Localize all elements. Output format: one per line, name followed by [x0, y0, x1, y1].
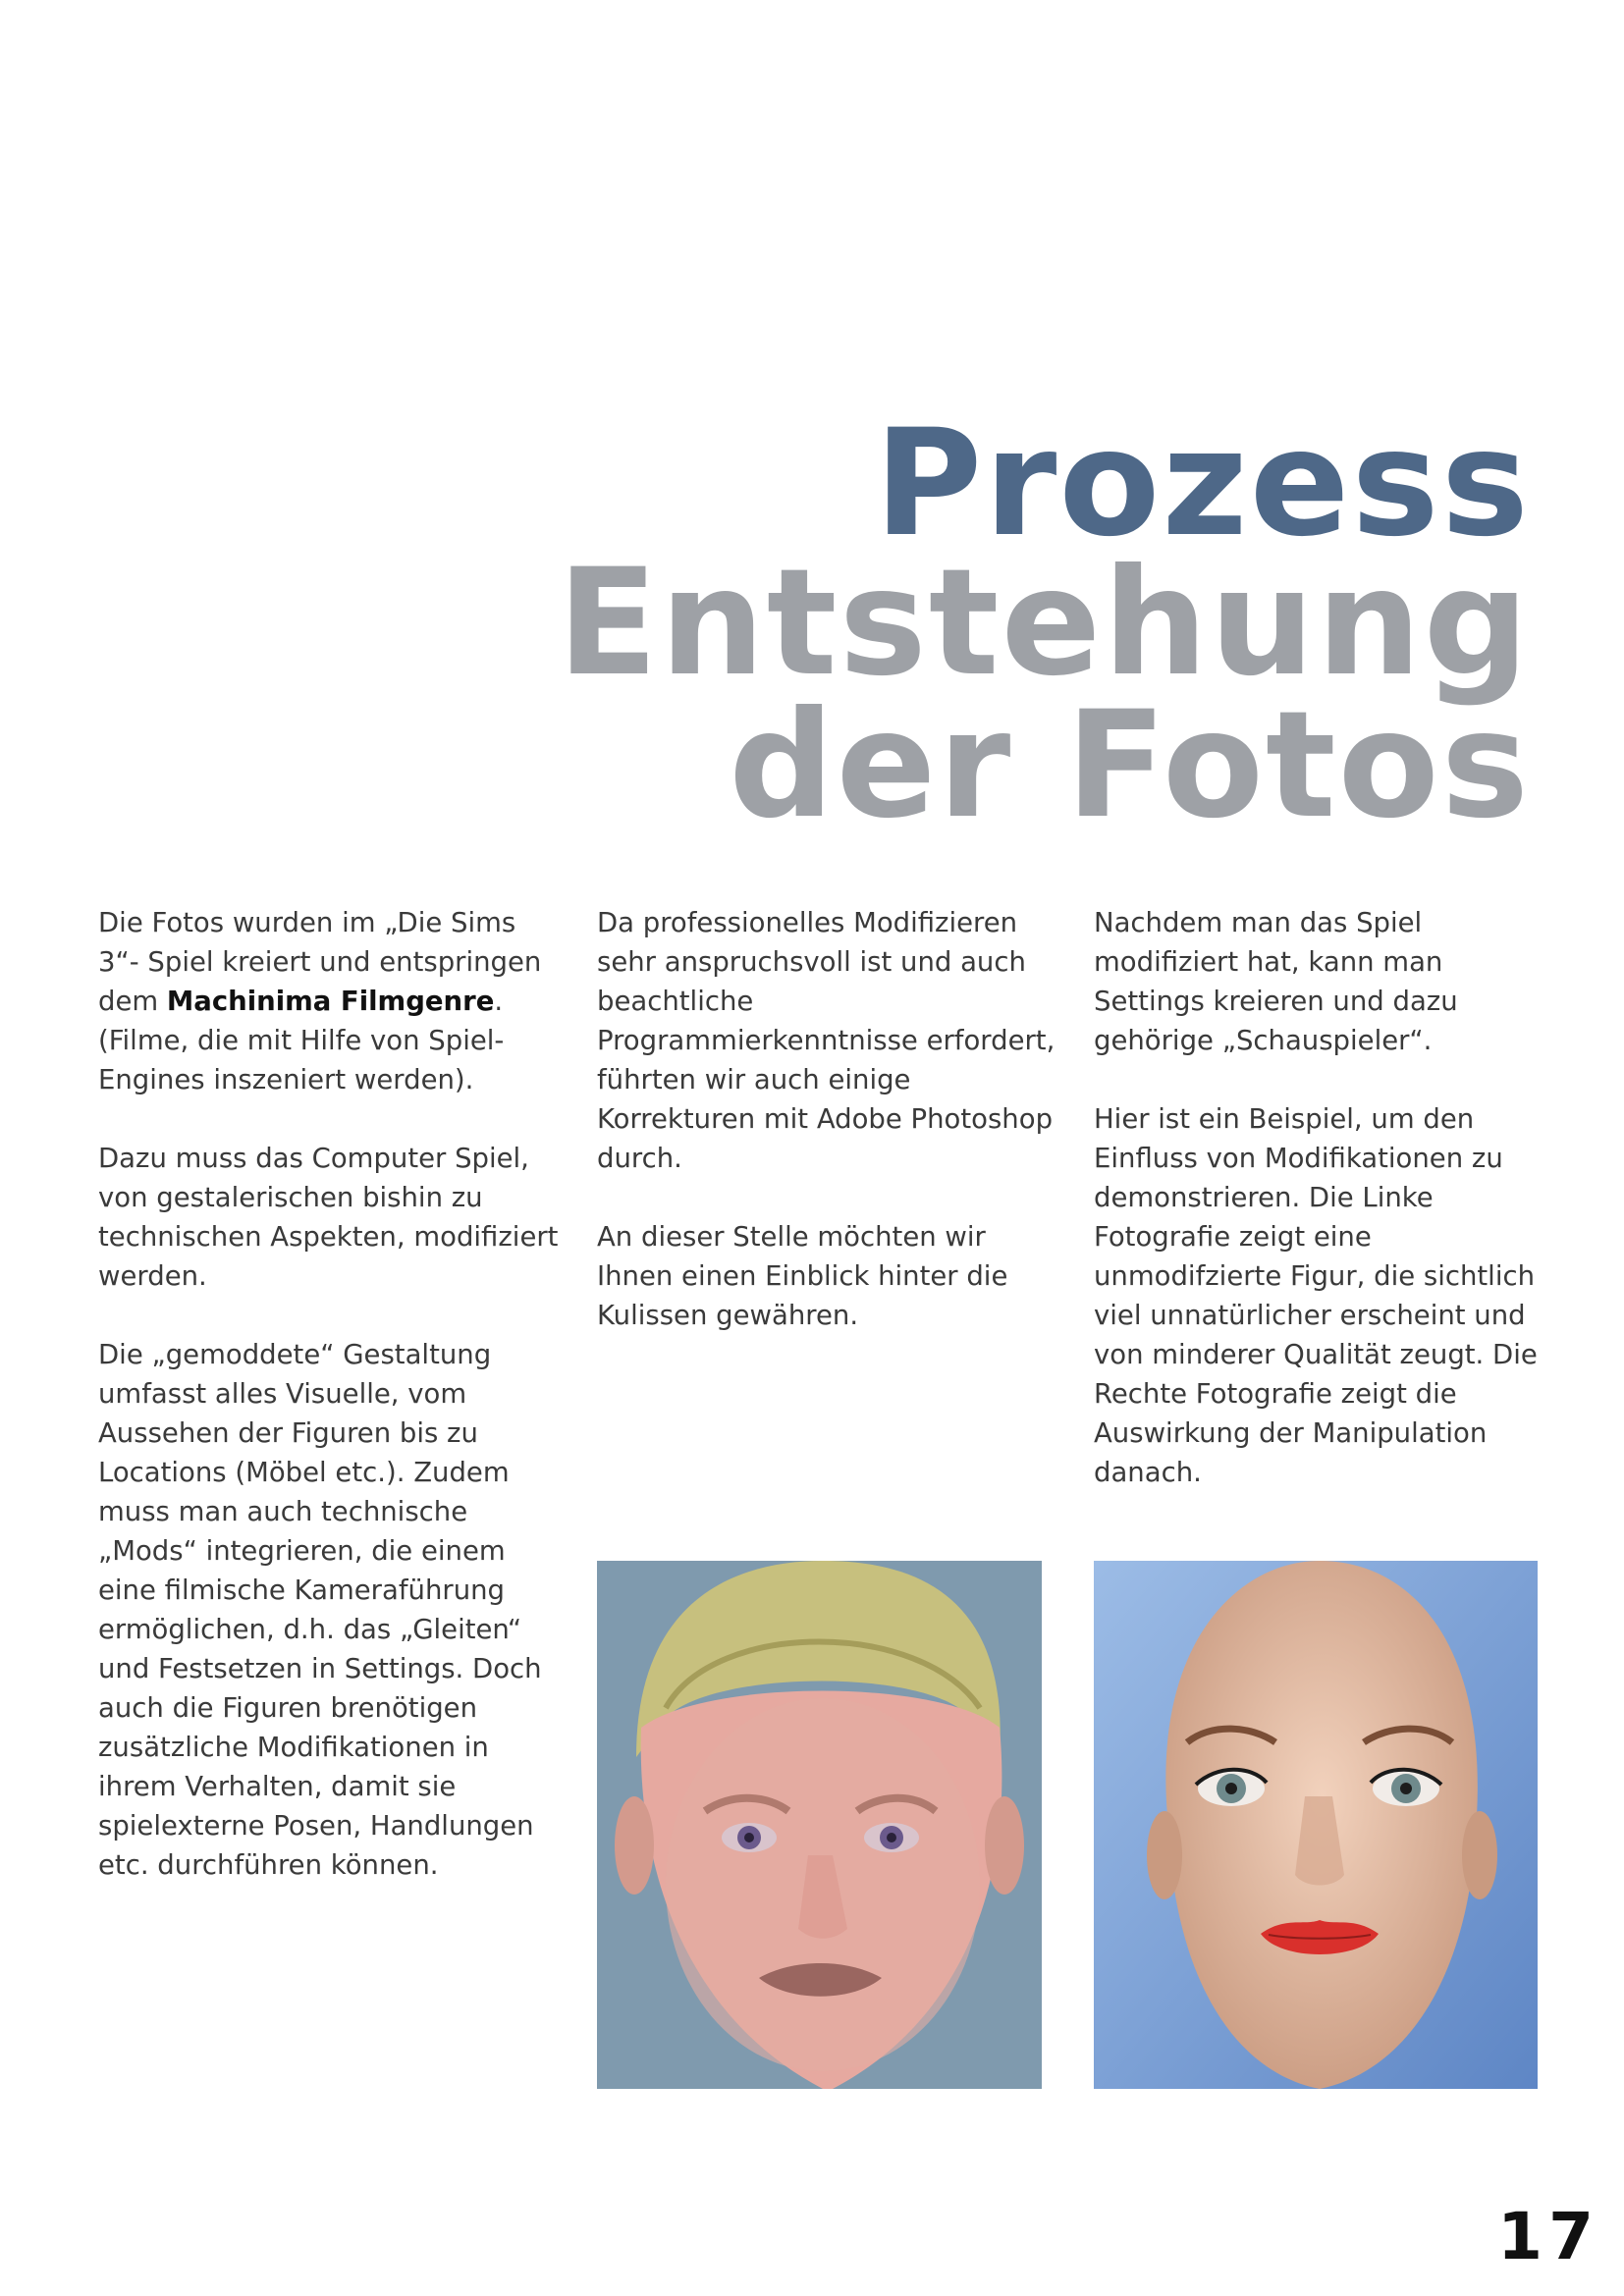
photo-unmodified-figure: [597, 1561, 1042, 2089]
title-line-entstehung: Entstehung: [557, 538, 1531, 709]
paragraph: Dazu muss das Computer Spiel, von gestalerischen bishin zu technischen Aspekten, modifiziert werden.: [98, 1143, 559, 1292]
title-line-der-fotos: der Fotos: [729, 680, 1531, 851]
page-number: 17: [1497, 2199, 1599, 2274]
paragraph: [98, 903, 560, 1099]
bold-term: Machinima Filmgenre: [166, 986, 495, 1017]
paragraph-text: . (Filme, die mit Hilfe von Spiel-Engines inszeniert werden).: [98, 986, 505, 1095]
photo-modified-figure: [1094, 1561, 1538, 2089]
text-column-2: [597, 903, 1058, 1374]
paragraph: Nachdem man das Spiel modifiziert hat, kann man Settings kreieren und dazu gehörige „Schauspieler“.: [1094, 907, 1458, 1056]
title-line-prozess: Prozess: [874, 399, 1531, 569]
face-illustration-modified: [1094, 1561, 1538, 2089]
paragraph-text: Die Fotos wurden im „Die Sims 3“- Spiel kreiert und entspringen dem: [98, 907, 542, 1017]
paragraph: Die „gemoddete“ Gestaltung umfasst alles Visuelle, vom Aussehen der Figuren bis zu Locations (Möbel etc.). Zudem muss man auch technische „Mods“ integrieren, die einem eine filmische Kameraführung ermöglichen, d.h. das „Gleiten“ und Festsetzen in Settings. Doch auch die Figuren brenötigen zusätzliche Modifikationen in ihrem Verhalten, damit sie spielexterne Posen, Handlungen etc. durchführen können.: [98, 1339, 542, 1881]
text-column-1: [98, 903, 560, 1924]
paragraph: An dieser Stelle möchten wir Ihnen einen Einblick hinter die Kulissen gewähren.: [597, 1221, 1008, 1331]
paragraph: Hier ist ein Beispiel, um den Einfluss von Modifikationen zu demonstrieren. Die Linke Fotografie zeigt eine unmodifzierte Figur, die sichtlich viel unnatürlicher erscheint und von minderer Qualität zeugt. Die Rechte Fotografie zeigt die Auswirkung der Manipulation danach.: [1094, 1103, 1538, 1488]
paragraph: Da professionelles Modifizieren sehr anspruchsvoll ist und auch beachtliche Programmierkenntnisse erfordert, führten wir auch einige Korrekturen mit Adobe Photoshop durch.: [597, 907, 1056, 1174]
face-illustration-unmodified: [597, 1561, 1042, 2089]
text-column-3: [1094, 903, 1555, 1531]
